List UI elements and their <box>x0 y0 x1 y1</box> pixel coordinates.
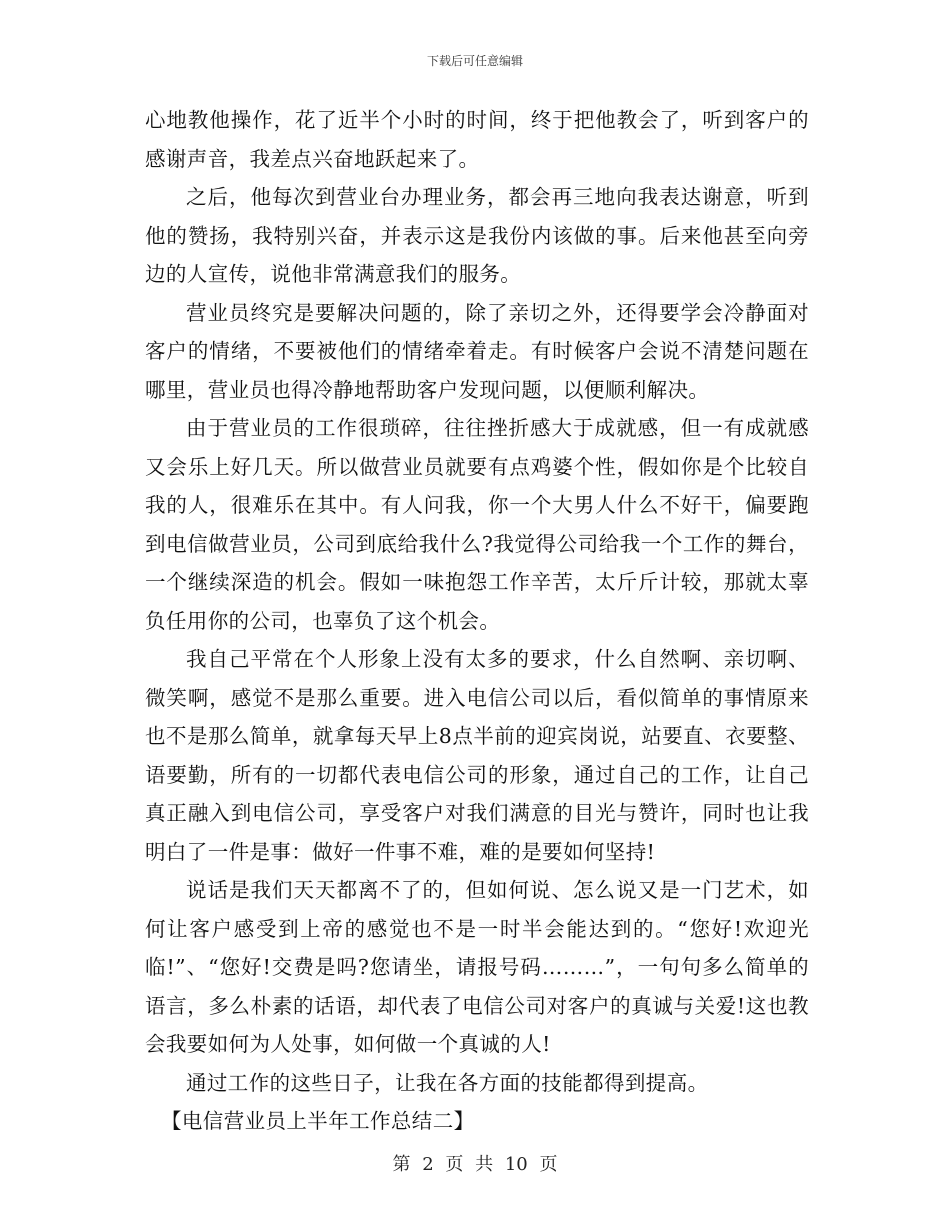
paragraph: 通过工作的这些日子，让我在各方面的技能都得到提高。 <box>186 1070 709 1095</box>
page-number-footer: 第 2 页 共 10 页 <box>392 1154 558 1175</box>
paragraph: 我自己平常在个人形象上没有太多的要求，什么自然啊、亲切啊、微笑啊，感觉不是那么重要。进入电信公司以后，看似简单的事情原来也不是那么简单，就拿每天早上8点半前的迎宾岗说，站要直、衣要整、语要勤，所有的一切都代表电信公司的形象，通过自己的工作，让自己真正融入到电信公司，享受客户对我们满意的目光与赞许，同时也让我明白了一件是事：做好一件事不难，难的是要如何坚持! <box>145 647 809 864</box>
paragraph: 之后，他每次到营业台办理业务，都会再三地向我表达谢意，听到他的赞扬，我特别兴奋，并表示这是我份内该做的事。后来他甚至向旁边的人宣传，说他非常满意我们的服务。 <box>145 185 809 286</box>
paragraph-continued: 心地教他操作，花了近半个小时的时间，终于把他教会了，听到客户的感谢声音，我差点兴奋地跃起来了。 <box>145 108 809 171</box>
paragraph: 由于营业员的工作很琐碎，往往挫折感大于成就感，但一有成就感又会乐上好几天。所以做营业员就要有点鸡婆个性，假如你是个比较自我的人，很难乐在其中。有人问我，你一个大男人什么不好干，偏要跑到电信做营业员，公司到底给我什么?我觉得公司给我一个工作的舞台，一个继续深造的机会。假如一味抱怨工作辛苦，太斤斤计较，那就太辜负任用你的公司，也辜负了这个机会。 <box>145 416 809 633</box>
paragraph: 说话是我们天天都离不了的，但如何说、怎么说又是一门艺术，如何让客户感受到上帝的感觉也不是一时半会能达到的。“您好!欢迎光临!”、“您好!交费是吗?您请坐，请报号码………”，一句句多么简单的语言，多么朴素的话语，却代表了电信公司对客户的真诚与关爱!这也教会我要如何为人处事，如何做一个真诚的人! <box>145 878 809 1056</box>
document-body <box>145 101 809 1141</box>
section-heading: 【电信营业员上半年工作总结二】 <box>161 1109 475 1133</box>
paragraph: 营业员终究是要解决问题的，除了亲切之外，还得要学会冷静面对客户的情绪，不要被他们的情绪牵着走。有时候客户会说不清楚问题在哪里，营业员也得冷静地帮助客户发现问题，以便顺利解决。 <box>145 300 809 402</box>
page-header: 下载后可任意编辑 <box>426 54 523 68</box>
